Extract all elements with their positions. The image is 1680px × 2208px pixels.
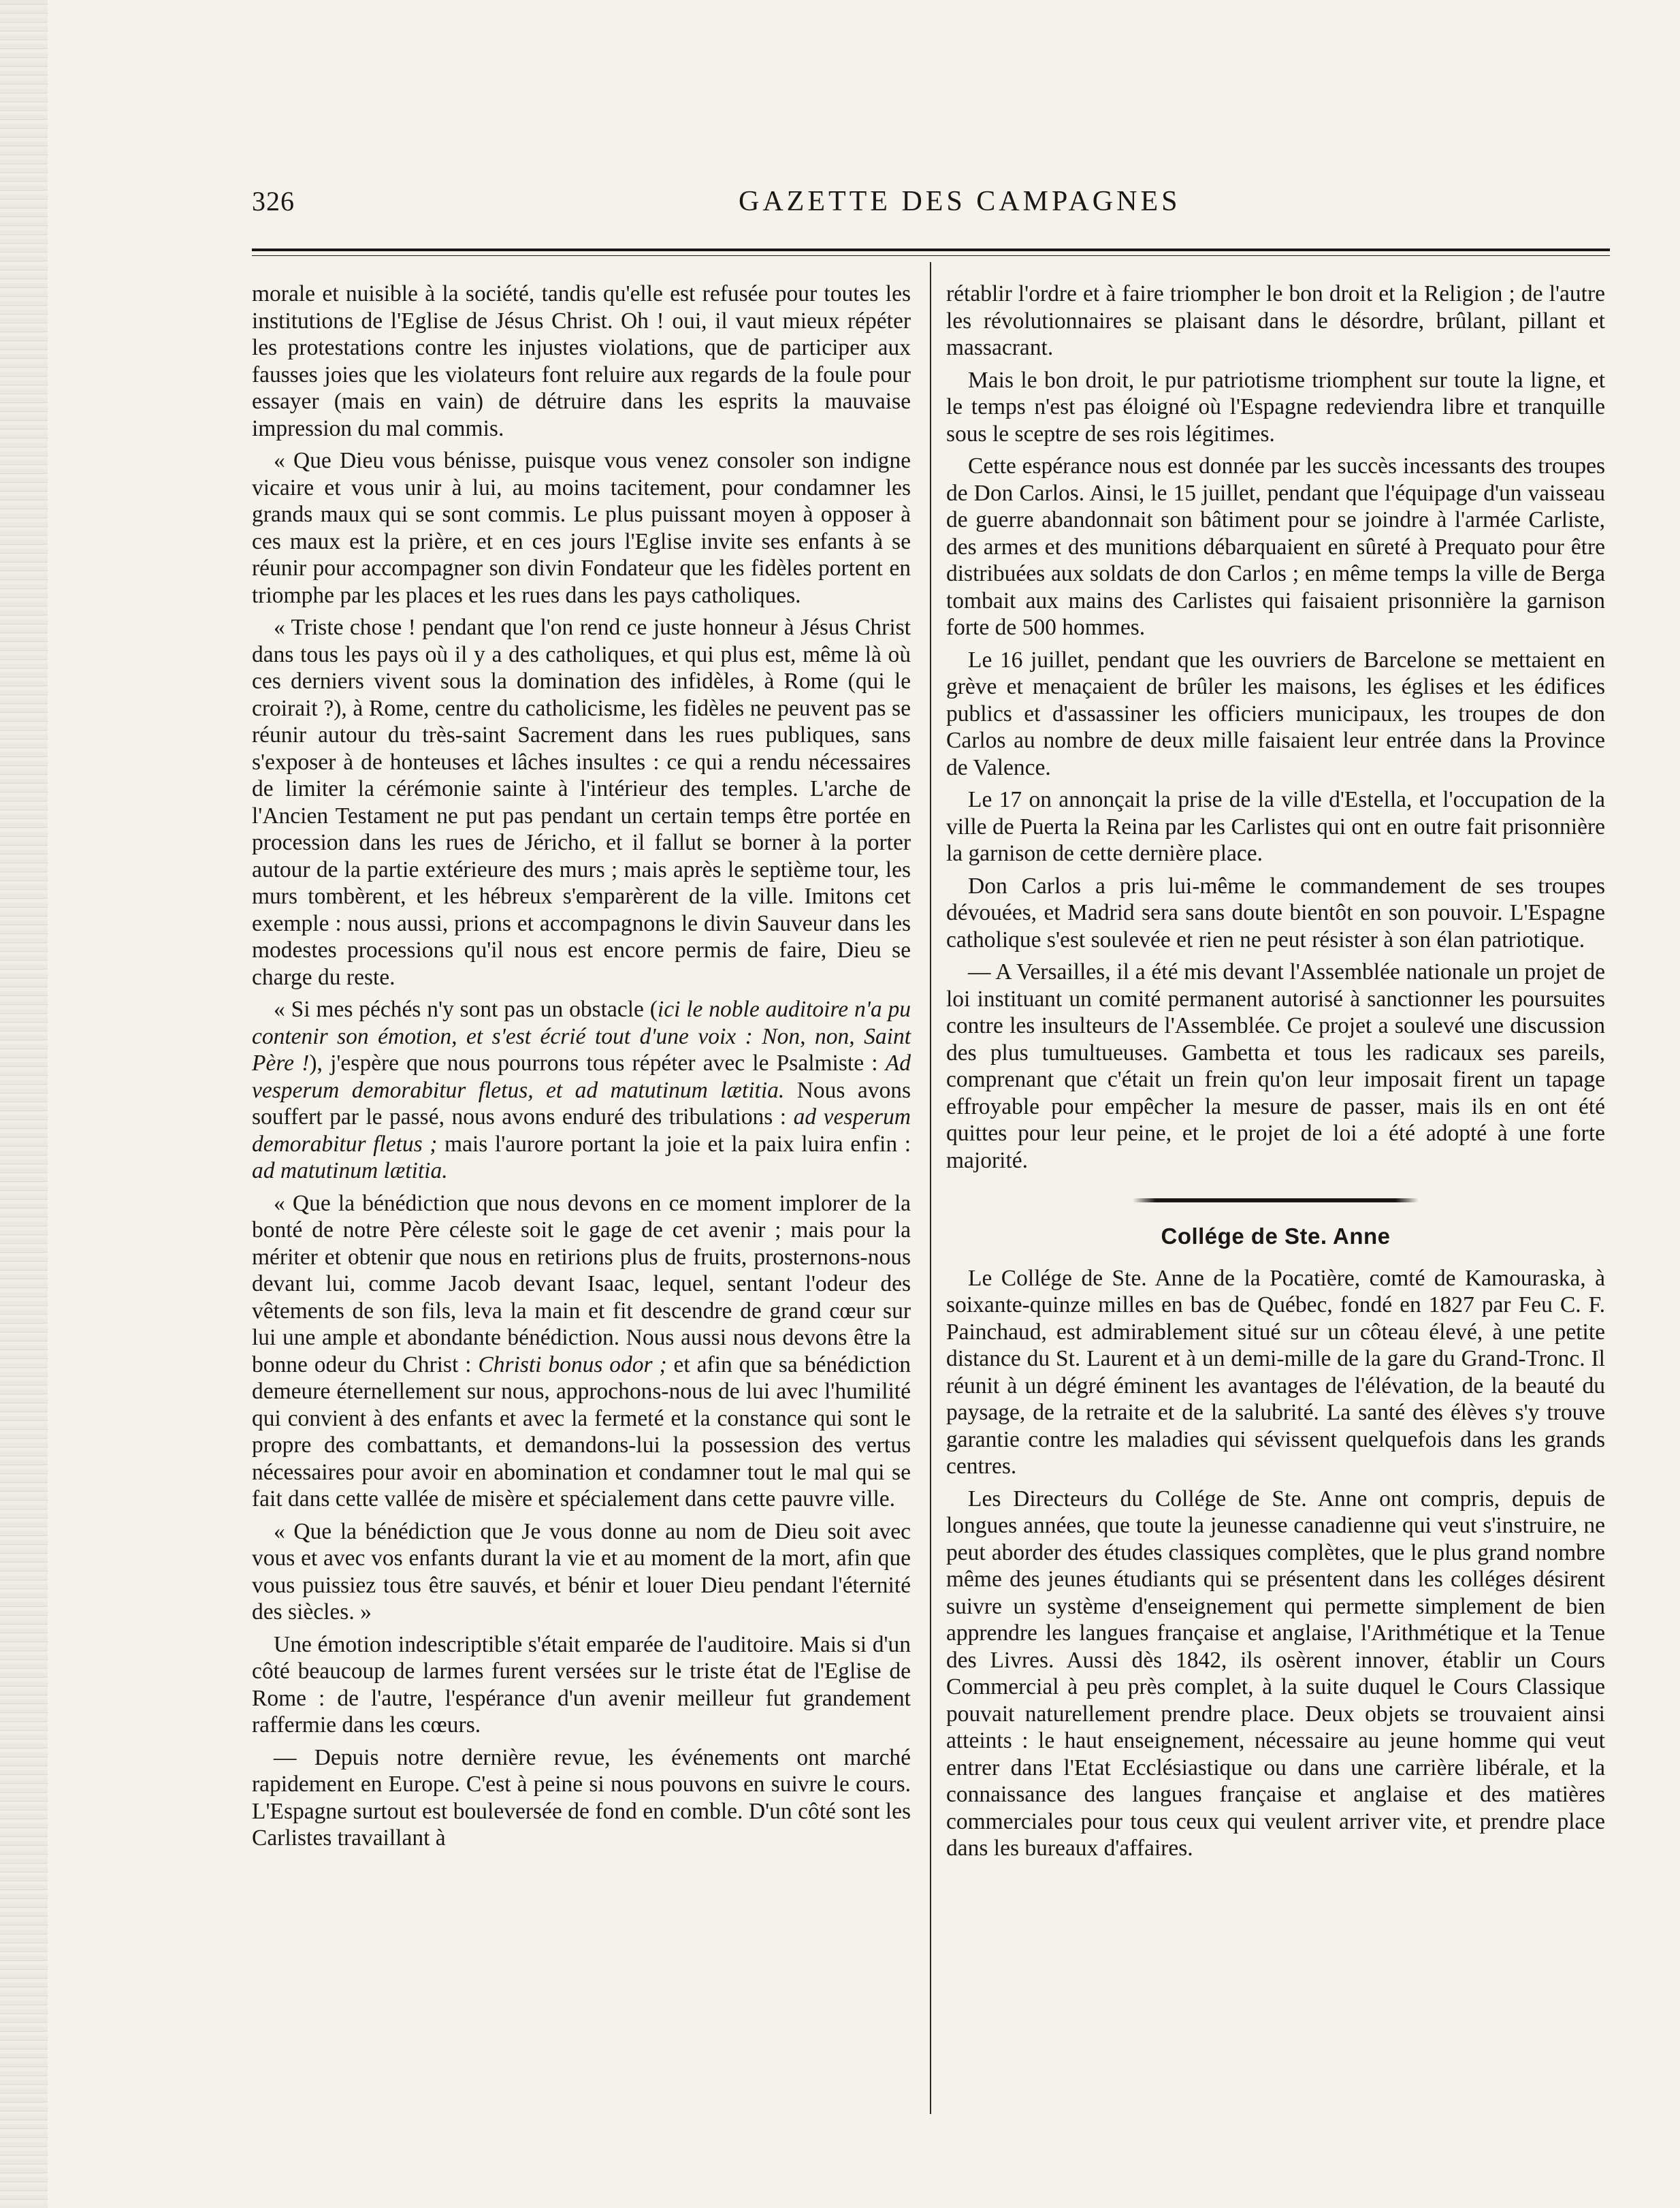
paragraph: — Depuis notre dernière revue, les événements ont marché rapidement en Europe. C'est à peine si nous pouvons en suivre le cours. L'Espagne surtout est bouleversée de fond en comble. D'un côté sont les Carlistes travaillant à [252, 1744, 911, 1851]
paragraph: Le 16 juillet, pendant que les ouvriers de Barcelone se mettaient en grève et menaçaient de brûler les maisons, les églises et les édifices publics et d'assassiner les officiers municipaux, les troupes de don Carlos au nombre de deux mille faisaient leur entrée dans la Province de Valence. [946, 647, 1605, 780]
paragraph: Une émotion indescriptible s'était emparée de l'auditoire. Mais si d'un côté beaucoup de larmes furent versées sur le triste état de l'Eglise de Rome : de l'autre, l'espérance d'un avenir meilleur fut grandement raffermie dans les cœurs. [252, 1631, 911, 1738]
italic-run: ad matutinum lætitia. [252, 1158, 448, 1183]
paragraph: Les Directeurs du Collége de Ste. Anne ont compris, depuis de longues années, que toute la jeunesse canadienne qui veut s'instruire, ne peut aborder des études classiques complètes, que le plus grand nombre même des jeunes étudiants qui se présentent dans les colléges désirent suivre un système d'enseignement qui permette simplement de bien apprendre les langues française et anglaise, l'Arithmétique et la Tenue des Livres. Aussi dès 1842, ils osèrent innover, établir un Cours Commercial à peu près complet, à la suite duquel le Cours Classique pouvait naturellement prendre place. Deux objets se trouvaient ainsi atteints : le haut enseignement, nécessaire au jeune homme qui veut entrer dans l'Etat Ecclésiastique ou dans une carrière libérale, et la connaissance des langues française et anglaise et des matières commerciales pour tous ceux qui veulent arriver vite, et prendre place dans les bureaux d'affaires. [946, 1486, 1605, 1861]
right-column [946, 281, 1605, 1868]
paragraph: Mais le bon droit, le pur patriotisme triomphent sur toute la ligne, et le temps n'est pas éloigné où l'Espagne redeviendra libre et tranquille sous le sceptre de ses rois légitimes. [946, 367, 1605, 447]
running-title: GAZETTE DES CAMPAGNES [739, 186, 1181, 217]
text-run: mais l'aurore portant la joie et la paix luira enfin : [437, 1131, 911, 1157]
paragraph: rétablir l'ordre et à faire triompher le bon droit et la Religion ; de l'autre les révolutionnaires se plaisant dans le désordre, brûlant, pillant et massacrant. [946, 281, 1605, 360]
paragraph: Don Carlos a pris lui-même le commandement de ses troupes dévouées, et Madrid sera sans doute bientôt en son pouvoir. L'Espagne catholique s'est soulevée et rien ne peut résister à son élan patriotique. [946, 873, 1605, 953]
italic-run: Ad vesperum demorabitur fletus, et ad matutinum lætitia. [252, 1051, 911, 1103]
page-number: 326 [252, 186, 295, 217]
left-column [252, 281, 911, 1857]
paragraph: « Que Dieu vous bénisse, puisque vous venez consoler son indigne vicaire et vous unir à lui, au moins tacitement, pour condamner les grands maux qui se sont commis. Le plus puissant moyen à opposer à ces maux est la prière, et en ces jours l'Eglise invite ses enfants à se réunir pour accompagner son divin Fondateur que les fidèles portent en triomphe par les places et les rues dans les pays catholiques. [252, 448, 911, 608]
paragraph: « Que la bénédiction que Je vous donne au nom de Dieu soit avec vous et avec vos enfants durant la vie et au moment de la mort, afin que vous puissiez tous être sauvés, et bénir et louer Dieu pendant l'éternité des siècles. » [252, 1518, 911, 1625]
paragraph: « Triste chose ! pendant que l'on rend ce juste honneur à Jésus Christ dans tous les pays où il y a des catholiques, et qui plus est, même là où ces derniers vivent sous la domination des infidèles, à Rome (qui le croirait ?), à Rome, centre du catholicisme, les fidèles ne peuvent pas se réunir autour du très-saint Sacrement dans les rues publiques, sans s'exposer à de honteuses et lâches insultes : ce qui a rendu nécessaires de limiter la cérémonie sainte à l'intérieur des temples. L'arche de l'Ancien Testament ne put pas pendant un certain temps être portée en procession dans les rues de Jéricho, et il fallut se borner à la porter autour de la partie extérieure des murs ; mais après le septième tour, les murs tombèrent, et les hébreux s'emparèrent de la ville. Imitons cet exemple : nous aussi, prions et accompagnons le divin Sauveur dans les modestes processions qu'il nous est encore permis de faire, Dieu se charge du reste. [252, 615, 911, 990]
paragraph: Le 17 on annonçait la prise de la ville d'Estella, et l'occupation de la ville de Puerta la Reina par les Carlistes qui ont en outre fait prisonnière la garnison de cette dernière place. [946, 787, 1605, 866]
text-run: et afin que sa bénédiction demeure éternellement sur nous, approchons-nous de lui avec l'humilité qui convient à des enfants et avec la fermeté et la constance qui sont le propre des combattants, et demandons-lui la possession des vertus nécessaires pour avoir en abomination et condamner tout le mal qui se fait dans cette vallée de misère et spécialement dans cette pauvre ville. [252, 1351, 911, 1511]
text-run: Nous avons souffert par le passé, nous avons enduré des tribulations : [252, 1077, 911, 1130]
paragraph: Cette espérance nous est donnée par les succès incessants des troupes de Don Carlos. Ainsi, le 15 juillet, pendant que l'équipage d'un vaisseau de guerre abandonnait son bâtiment pour se joindre à l'armée Carliste, des armes et des munitions débarquaient en sûreté à Prequato pour être distribuées aux soldats de don Carlos ; en même temps la ville de Berga tombait aux mains des Carlistes qui faisaient prisonnière la garnison forte de 500 hommes. [946, 453, 1605, 640]
binding-edge [0, 0, 48, 2208]
ornament-divider [1133, 1198, 1419, 1202]
section-heading: Collége de Ste. Anne [1161, 1223, 1391, 1249]
paragraph: Le Collége de Ste. Anne de la Pocatière, comté de Kamouraska, à soixante-quinze milles en bas de Québec, fondé en 1827 par Feu C. F. Painchaud, est admirablement situé sur un côteau élevé, à une petite distance du St. Laurent et à un demi-mille de la gare du Grand-Tronc. Il réunit à un dégré éminent les avantages de l'élévation, de la beauté du paysage, de la retraite et de la salubrité. La santé des élèves s'y trouve garantie contre les maladies qui sévissent quelquefois dans les grands centres. [946, 1265, 1605, 1479]
page-header [252, 178, 1600, 233]
italic-run: ad vesperum demorabitur fletus ; [252, 1104, 911, 1157]
paragraph: morale et nuisible à la société, tandis qu'elle est refusée pour toutes les institutions de l'Eglise de Jésus Christ. Oh ! oui, il vaut mieux répéter les protestations contre les injustes violations, que de participer aux fausses joies que les violateurs font reluire aux regards de la foule pour essayer (mais en vain) de détruire dans les esprits la mauvaise impression du mal commis. [252, 281, 911, 441]
paragraph [252, 996, 911, 1185]
text-run: « Que la bénédiction que nous devons en ce moment implorer de la bonté de notre Père céleste soit le gage de cet avenir ; mais pour la mériter et obtenir que nous en retirions plus de fruits, prosternons-nous devant lui, comme Jacob devant Isaac, lequel, sentant l'odeur des vêtements de son fils, leva la main et fit descendre de grand cœur sur lui une ample et abondante bénédiction. Nous aussi nous devons être la bonne odeur du Christ : [252, 1190, 911, 1377]
paragraph [252, 1190, 911, 1513]
italic-run: Christi bonus odor ; [478, 1351, 667, 1377]
header-rule [252, 249, 1610, 256]
italic-run: ici le noble auditoire n'a pu contenir son émotion, et s'est écrié tout d'une voix : Non, non, Saint Père ! [252, 997, 911, 1076]
text-run: ), j'espère que nous pourrons tous répéter avec le Psalmiste : [309, 1051, 886, 1076]
paragraph: — A Versailles, il a été mis devant l'Assemblée nationale un projet de loi instituant un comité permanent autorisé à sanctionner les poursuites contre les insulteurs de l'Assemblée. Ce projet a soulevé une discussion des plus tumultueuses. Gambetta et tous les radicaux ses pareils, comprenant que c'était un frein qu'on leur imposait firent un tapage effroyable pour empêcher la mesure de passer, mais ils en ont été quittes pour leur peine, et le projet de loi a été adopté à une forte majorité. [946, 959, 1605, 1173]
column-divider [930, 262, 931, 2114]
text-run: « Si mes péchés n'y sont pas un obstacle ( [274, 997, 658, 1022]
